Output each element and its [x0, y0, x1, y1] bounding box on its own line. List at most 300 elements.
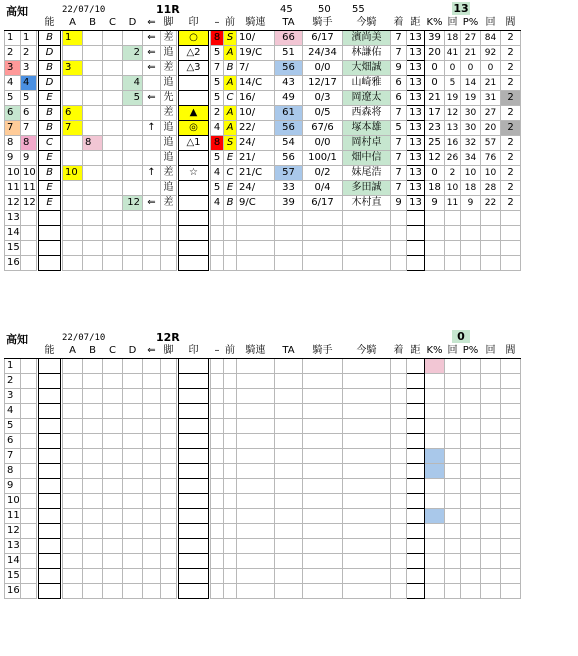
rank-letter-cell — [224, 539, 237, 554]
finish-cell: 7 — [391, 151, 407, 166]
last-race-cell — [237, 524, 275, 539]
table-row — [5, 151, 521, 166]
jockey-combo-cell — [275, 584, 303, 599]
frame-number-cell: 4 — [211, 121, 224, 136]
count-2-cell — [481, 479, 501, 494]
row-number-cell: 1 — [5, 31, 21, 46]
ta-value-cell — [303, 524, 343, 539]
running-style-cell: 差 — [161, 61, 177, 76]
row-number-cell: 15 — [5, 241, 21, 256]
ta-value-cell: 0/0 — [303, 61, 343, 76]
col-d-cell: 2 — [123, 46, 143, 61]
table-row — [5, 256, 521, 271]
table-row — [5, 196, 521, 211]
running-style-cell: 差 — [161, 31, 177, 46]
running-style-cell — [161, 404, 177, 419]
p-percent-cell: 21 — [461, 46, 481, 61]
gate-value-cell: 2 — [501, 106, 521, 121]
ability-grade-cell — [39, 359, 61, 374]
row-number-cell: 12 — [5, 196, 21, 211]
frame-number-cell — [211, 389, 224, 404]
finish-cell — [391, 241, 407, 256]
rank-letter-cell — [224, 226, 237, 241]
gate-value-cell — [501, 359, 521, 374]
frame-number-cell: 5 — [211, 46, 224, 61]
ta-value-cell: 0/5 — [303, 106, 343, 121]
col-c-cell — [103, 211, 123, 226]
frame-number-cell: 7 — [211, 61, 224, 76]
running-style-cell: 差 — [161, 166, 177, 181]
col-c-cell — [103, 241, 123, 256]
col-b-cell — [83, 479, 103, 494]
rank-letter-cell — [224, 434, 237, 449]
table-row — [5, 61, 521, 76]
running-style-cell: 追 — [161, 136, 177, 151]
col-d-cell — [123, 181, 143, 196]
column-header: ⇐ — [143, 344, 161, 359]
row-number-cell: 6 — [5, 106, 21, 121]
frame-number-cell: 4 — [211, 166, 224, 181]
rank-letter-cell — [224, 554, 237, 569]
frame-number-cell: 8 — [211, 31, 224, 46]
finish-cell: 7 — [391, 136, 407, 151]
post-number-cell — [21, 464, 37, 479]
count-1-cell — [445, 226, 461, 241]
col-a-cell — [63, 539, 83, 554]
count-1-cell — [445, 524, 461, 539]
column-header: 回 — [481, 344, 501, 359]
race-section-12r — [0, 328, 578, 648]
column-header: 今騎 — [343, 16, 391, 31]
finish-cell: 7 — [391, 106, 407, 121]
k-percent-cell: 17 — [425, 106, 445, 121]
count-2-cell — [481, 434, 501, 449]
p-percent-cell — [461, 569, 481, 584]
prediction-mark-cell: ▲ — [179, 106, 209, 121]
jockey-combo-cell — [275, 374, 303, 389]
col-c-cell — [103, 479, 123, 494]
arrow-indicator-cell — [143, 539, 161, 554]
jockey-combo-cell — [275, 389, 303, 404]
ta-value-cell — [303, 464, 343, 479]
col-b-cell — [83, 389, 103, 404]
jockey-combo-cell: 56 — [275, 151, 303, 166]
col-c-cell — [103, 374, 123, 389]
ability-grade-cell — [39, 211, 61, 226]
prediction-mark-cell — [179, 181, 209, 196]
rank-letter-cell — [224, 359, 237, 374]
last-race-cell — [237, 509, 275, 524]
column-header: 印 — [179, 344, 209, 359]
k-percent-cell — [425, 404, 445, 419]
p-percent-cell — [461, 479, 481, 494]
jockey-combo-cell — [275, 539, 303, 554]
distance-cell — [407, 539, 425, 554]
column-header: 騎連 — [237, 16, 275, 31]
jockey-combo-cell: 54 — [275, 136, 303, 151]
jockey-combo-cell: 43 — [275, 76, 303, 91]
gate-value-cell — [501, 569, 521, 584]
distance-cell — [407, 374, 425, 389]
prediction-mark-cell — [179, 419, 209, 434]
post-number-cell — [21, 419, 37, 434]
count-1-cell — [445, 479, 461, 494]
k-percent-cell — [425, 241, 445, 256]
prediction-mark-cell — [179, 389, 209, 404]
col-c-cell — [103, 256, 123, 271]
col-d-cell: 4 — [123, 76, 143, 91]
p-percent-cell: 10 — [461, 166, 481, 181]
frame-number-cell — [211, 226, 224, 241]
p-percent-cell: 18 — [461, 181, 481, 196]
count-2-cell — [481, 404, 501, 419]
ta-value-cell — [303, 509, 343, 524]
column-header: 能 — [39, 16, 61, 31]
finish-cell — [391, 359, 407, 374]
running-style-cell — [161, 389, 177, 404]
p-percent-cell — [461, 449, 481, 464]
gate-value-cell — [501, 211, 521, 226]
running-style-cell — [161, 494, 177, 509]
k-percent-cell: 39 — [425, 31, 445, 46]
distance-cell — [407, 434, 425, 449]
post-number-cell: 12 — [21, 196, 37, 211]
running-style-cell — [161, 524, 177, 539]
venue-label: 高知 — [6, 333, 28, 346]
prediction-mark-cell — [179, 256, 209, 271]
row-number-cell: 14 — [5, 226, 21, 241]
count-2-cell: 27 — [481, 106, 501, 121]
row-number-cell: 3 — [5, 61, 21, 76]
prediction-mark-cell — [179, 524, 209, 539]
col-c-cell — [103, 539, 123, 554]
rank-letter-cell — [224, 374, 237, 389]
post-number-cell: 5 — [21, 91, 37, 106]
rank-letter-cell — [224, 404, 237, 419]
ta-value-cell — [303, 539, 343, 554]
col-a-cell — [63, 241, 83, 256]
arrow-indicator-cell: ⇐ — [143, 91, 161, 106]
last-race-cell — [237, 449, 275, 464]
top-number-2: 50 — [318, 4, 331, 15]
date-label: 22/07/10 — [62, 333, 106, 343]
last-race-cell — [237, 389, 275, 404]
col-b-cell — [83, 91, 103, 106]
jockey-combo-cell — [275, 226, 303, 241]
race-number: 11R — [156, 3, 180, 16]
col-c-cell — [103, 196, 123, 211]
k-percent-cell — [425, 434, 445, 449]
table-row — [5, 181, 521, 196]
col-a-cell — [63, 359, 83, 374]
frame-number-cell — [211, 449, 224, 464]
p-percent-cell — [461, 256, 481, 271]
col-d-cell — [123, 479, 143, 494]
k-percent-cell — [425, 479, 445, 494]
col-a-cell — [63, 569, 83, 584]
arrow-indicator-cell: ⇐ — [143, 196, 161, 211]
gate-value-cell — [501, 256, 521, 271]
col-b-cell — [83, 121, 103, 136]
table-row — [5, 584, 521, 599]
ability-grade-cell — [39, 256, 61, 271]
col-d-cell — [123, 434, 143, 449]
col-c-cell — [103, 494, 123, 509]
ta-value-cell — [303, 241, 343, 256]
table-row — [5, 121, 521, 136]
row-number-cell: 7 — [5, 121, 21, 136]
post-number-cell — [21, 389, 37, 404]
running-style-cell — [161, 419, 177, 434]
gate-value-cell — [501, 539, 521, 554]
rank-letter-cell — [224, 584, 237, 599]
jockey-combo-cell: 56 — [275, 61, 303, 76]
col-d-cell — [123, 569, 143, 584]
ability-grade-cell: E — [39, 91, 61, 106]
distance-cell: 13 — [407, 106, 425, 121]
count-2-cell: 31 — [481, 91, 501, 106]
column-header: B — [83, 16, 103, 31]
col-b-cell — [83, 76, 103, 91]
k-percent-cell: 12 — [425, 151, 445, 166]
count-1-cell — [445, 569, 461, 584]
finish-cell — [391, 539, 407, 554]
post-number-cell — [21, 211, 37, 226]
column-header: 回 — [445, 344, 461, 359]
column-header: 騎手 — [303, 16, 343, 31]
rank-letter-cell: E — [224, 151, 237, 166]
header-spacer — [5, 344, 21, 359]
col-a-cell — [63, 211, 83, 226]
ta-value-cell: 12/17 — [303, 76, 343, 91]
running-style-cell — [161, 434, 177, 449]
running-style-cell — [161, 509, 177, 524]
count-1-cell: 41 — [445, 46, 461, 61]
arrow-indicator-cell — [143, 479, 161, 494]
jockey-name-cell — [343, 554, 391, 569]
distance-cell — [407, 359, 425, 374]
running-style-cell — [161, 554, 177, 569]
count-1-cell: 10 — [445, 181, 461, 196]
arrow-indicator-cell — [143, 569, 161, 584]
rank-letter-cell — [224, 241, 237, 256]
running-style-cell: 追 — [161, 151, 177, 166]
col-c-cell — [103, 524, 123, 539]
finish-cell — [391, 554, 407, 569]
table-row — [5, 76, 521, 91]
rank-letter-cell: E — [224, 181, 237, 196]
finish-cell: 7 — [391, 46, 407, 61]
p-percent-cell — [461, 374, 481, 389]
distance-cell — [407, 479, 425, 494]
col-a-cell — [63, 226, 83, 241]
ability-grade-cell: B — [39, 106, 61, 121]
table-row — [5, 106, 521, 121]
row-number-cell: 16 — [5, 584, 21, 599]
col-a-cell — [63, 151, 83, 166]
running-style-cell: 追 — [161, 46, 177, 61]
distance-cell — [407, 211, 425, 226]
p-percent-cell — [461, 494, 481, 509]
distance-cell — [407, 569, 425, 584]
k-percent-cell: 20 — [425, 46, 445, 61]
col-c-cell — [103, 166, 123, 181]
count-1-cell — [445, 389, 461, 404]
count-1-cell: 18 — [445, 31, 461, 46]
count-2-cell — [481, 389, 501, 404]
frame-number-cell — [211, 539, 224, 554]
arrow-indicator-cell — [143, 359, 161, 374]
running-style-cell: 差 — [161, 196, 177, 211]
ta-value-cell — [303, 389, 343, 404]
column-header: 閻 — [501, 344, 521, 359]
count-2-cell: 0 — [481, 61, 501, 76]
frame-number-cell: 5 — [211, 181, 224, 196]
col-d-cell — [123, 241, 143, 256]
col-c-cell — [103, 151, 123, 166]
gate-value-cell: 2 — [501, 136, 521, 151]
row-number-cell: 4 — [5, 404, 21, 419]
col-a-cell: 7 — [63, 121, 83, 136]
k-percent-cell — [425, 494, 445, 509]
running-style-cell — [161, 211, 177, 226]
arrow-indicator-cell — [143, 241, 161, 256]
jockey-name-cell — [343, 479, 391, 494]
col-d-cell — [123, 584, 143, 599]
count-1-cell: 16 — [445, 136, 461, 151]
gate-value-cell — [501, 554, 521, 569]
table-row — [5, 46, 521, 61]
col-d-cell — [123, 449, 143, 464]
p-percent-cell: 32 — [461, 136, 481, 151]
jockey-combo-cell: 51 — [275, 46, 303, 61]
rank-letter-cell — [224, 494, 237, 509]
col-b-cell — [83, 196, 103, 211]
arrow-indicator-cell — [143, 226, 161, 241]
table-row — [5, 241, 521, 256]
arrow-indicator-cell — [143, 584, 161, 599]
gate-value-cell — [501, 449, 521, 464]
k-percent-cell: 0 — [425, 76, 445, 91]
col-d-cell: 5 — [123, 91, 143, 106]
col-b-cell — [83, 509, 103, 524]
jockey-combo-cell — [275, 449, 303, 464]
jockey-name-cell — [343, 524, 391, 539]
post-number-cell: 11 — [21, 181, 37, 196]
post-number-cell — [21, 241, 37, 256]
col-d-cell — [123, 31, 143, 46]
distance-cell: 13 — [407, 61, 425, 76]
col-a-cell — [63, 196, 83, 211]
prediction-mark-cell — [179, 449, 209, 464]
ability-grade-cell — [39, 494, 61, 509]
column-header: 今騎 — [343, 344, 391, 359]
ability-grade-cell: E — [39, 151, 61, 166]
frame-number-cell — [211, 554, 224, 569]
prediction-mark-cell — [179, 479, 209, 494]
finish-cell — [391, 494, 407, 509]
count-badge: 0 — [452, 330, 470, 343]
ta-value-cell — [303, 479, 343, 494]
jockey-name-cell — [343, 449, 391, 464]
col-c-cell — [103, 584, 123, 599]
row-number-cell: 11 — [5, 509, 21, 524]
col-c-cell — [103, 106, 123, 121]
rank-letter-cell: C — [224, 91, 237, 106]
col-b-cell — [83, 539, 103, 554]
count-1-cell — [445, 374, 461, 389]
rank-letter-cell — [224, 211, 237, 226]
k-percent-cell: 21 — [425, 91, 445, 106]
jockey-combo-cell: 39 — [275, 196, 303, 211]
ta-value-cell — [303, 211, 343, 226]
venue-label: 高知 — [6, 5, 28, 18]
ta-value-cell — [303, 569, 343, 584]
count-1-cell: 0 — [445, 61, 461, 76]
ability-grade-cell: D — [39, 76, 61, 91]
col-c-cell — [103, 449, 123, 464]
finish-cell — [391, 449, 407, 464]
race-table — [4, 344, 521, 599]
col-d-cell — [123, 464, 143, 479]
gate-value-cell: 2 — [501, 91, 521, 106]
jockey-combo-cell — [275, 494, 303, 509]
gate-value-cell: 2 — [501, 166, 521, 181]
p-percent-cell — [461, 434, 481, 449]
frame-number-cell: 2 — [211, 106, 224, 121]
gate-value-cell — [501, 584, 521, 599]
running-style-cell — [161, 226, 177, 241]
jockey-name-cell: 木村直 — [343, 196, 391, 211]
count-1-cell: 12 — [445, 106, 461, 121]
col-b-cell — [83, 404, 103, 419]
last-race-cell: 9/C — [237, 196, 275, 211]
distance-cell — [407, 584, 425, 599]
post-number-cell: 10 — [21, 166, 37, 181]
frame-number-cell — [211, 359, 224, 374]
ta-value-cell: 0/3 — [303, 91, 343, 106]
arrow-indicator-cell — [143, 256, 161, 271]
col-c-cell — [103, 31, 123, 46]
count-1-cell — [445, 584, 461, 599]
col-d-cell — [123, 166, 143, 181]
col-c-cell — [103, 434, 123, 449]
count-1-cell — [445, 464, 461, 479]
post-number-cell: 4 — [21, 76, 37, 91]
col-a-cell — [63, 449, 83, 464]
gate-value-cell: 2 — [501, 46, 521, 61]
col-a-cell — [63, 434, 83, 449]
finish-cell: 6 — [391, 91, 407, 106]
last-race-cell — [237, 404, 275, 419]
rank-letter-cell: A — [224, 121, 237, 136]
rank-letter-cell — [224, 389, 237, 404]
column-header: B — [83, 344, 103, 359]
finish-cell — [391, 464, 407, 479]
distance-cell: 13 — [407, 31, 425, 46]
prediction-mark-cell — [179, 76, 209, 91]
post-number-cell: 8 — [21, 136, 37, 151]
jockey-combo-cell — [275, 554, 303, 569]
p-percent-cell: 9 — [461, 196, 481, 211]
column-header: C — [103, 16, 123, 31]
ability-grade-cell — [39, 539, 61, 554]
jockey-combo-cell — [275, 569, 303, 584]
col-d-cell — [123, 554, 143, 569]
count-2-cell: 84 — [481, 31, 501, 46]
row-number-cell: 11 — [5, 181, 21, 196]
col-a-cell — [63, 419, 83, 434]
